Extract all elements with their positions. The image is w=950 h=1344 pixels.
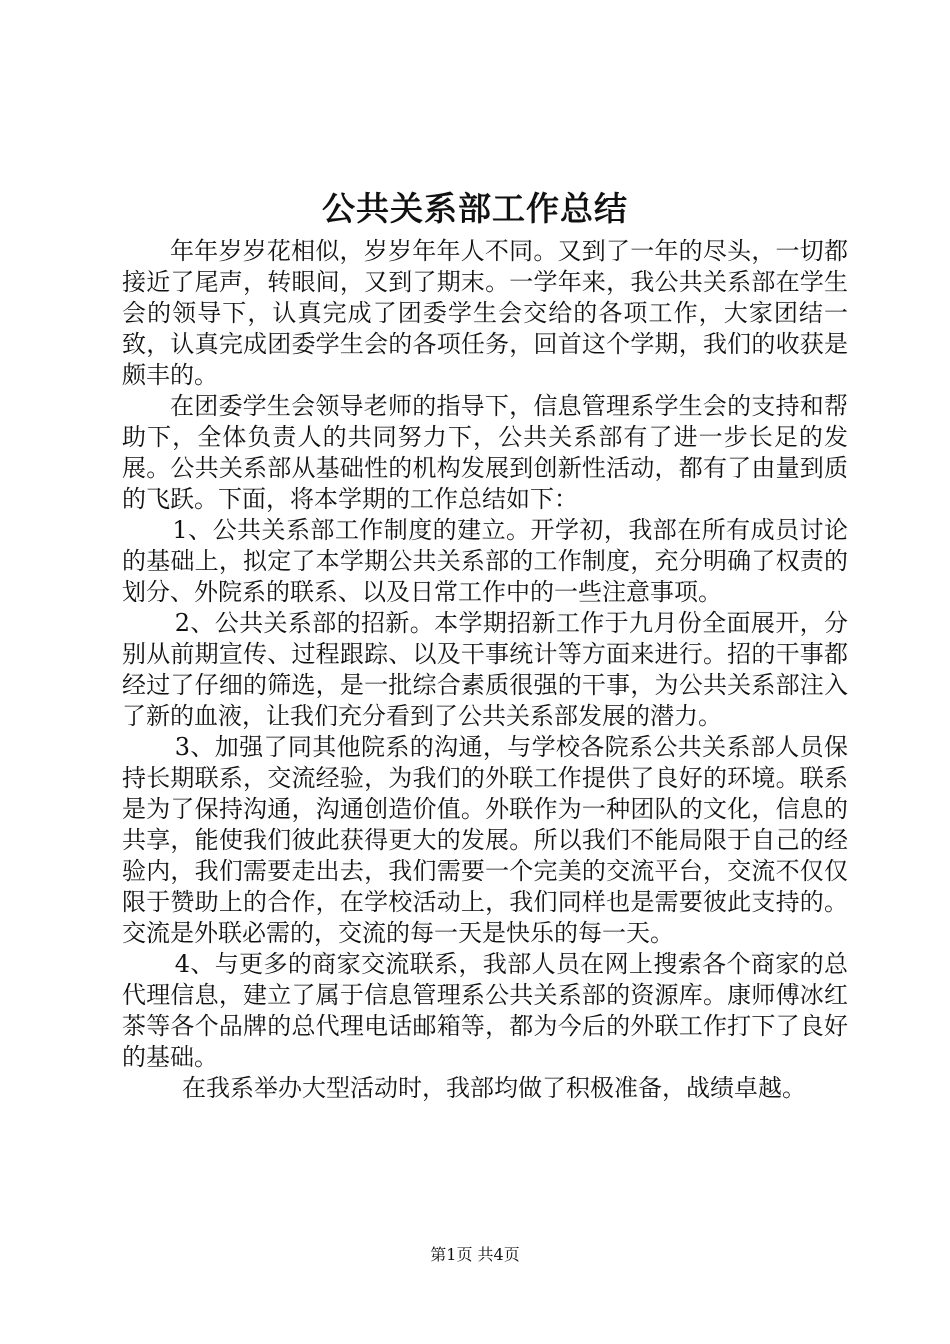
paragraph-overview: 在团委学生会领导老师的指导下，信息管理系学生会的支持和帮助下，全体负责人的共同努力下，公共关系部有了进一步长足的发展。公共关系部从基础性的机构发展到创新性活动，都有了由量到质的飞跃。下面，将本学期的工作总结如下： — [122, 392, 848, 513]
paragraph-intro: 年年岁岁花相似，岁岁年年人不同。又到了一年的尽头，一切都接近了尾声，转眼间，又到了期末。一学年来，我公共关系部在学生会的领导下，认真完成了团委学生会交给的各项工作，大家团结一致，认真完成团委学生会的各项任务，回首这个学期，我们的收获是颇丰的。 — [122, 237, 848, 389]
document-body — [122, 236, 848, 1104]
paragraph-events: 在我系举办大型活动时，我部均做了积极准备，战绩卓越。 — [182, 1074, 806, 1102]
paragraph-item-1: 1、公共关系部工作制度的建立。开学初，我部在所有成员讨论的基础上，拟定了本学期公共关系部的工作制度，充分明确了权责的划分、外院系的联系、以及日常工作中的一些注意事项。 — [122, 516, 848, 606]
paragraph-item-3: 3、加强了同其他院系的沟通，与学校各院系公共关系部人员保持长期联系，交流经验，为我们的外联工作提供了良好的环境。联系是为了保持沟通，沟通创造价值。外联作为一种团队的文化，信息的共享，能使我们彼此获得更大的发展。所以我们不能局限于自己的经验内，我们需要走出去，我们需要一个完美的交流平台，交流不仅仅限于赞助上的合作，在学校活动上，我们同样也是需要彼此支持的。交流是外联必需的，交流的每一天是快乐的每一天。 — [122, 733, 848, 947]
paragraph-item-2: 2、公共关系部的招新。本学期招新工作于九月份全面展开，分别从前期宣传、过程跟踪、以及干事统计等方面来进行。招的干事都经过了仔细的筛选，是一批综合素质很强的干事，为公共关系部注入了新的血液，让我们充分看到了公共关系部发展的潜力。 — [122, 609, 848, 730]
document-title: 公共关系部工作总结 — [322, 189, 628, 228]
paragraph-item-4: 4、与更多的商家交流联系，我部人员在网上搜索各个商家的总代理信息，建立了属于信息管理系公共关系部的资源库。康师傅冰红茶等各个品牌的总代理电话邮箱等，都为今后的外联工作打下了良好的基础。 — [122, 950, 848, 1071]
page-number-footer: 第1页 共4页 — [430, 1245, 520, 1264]
